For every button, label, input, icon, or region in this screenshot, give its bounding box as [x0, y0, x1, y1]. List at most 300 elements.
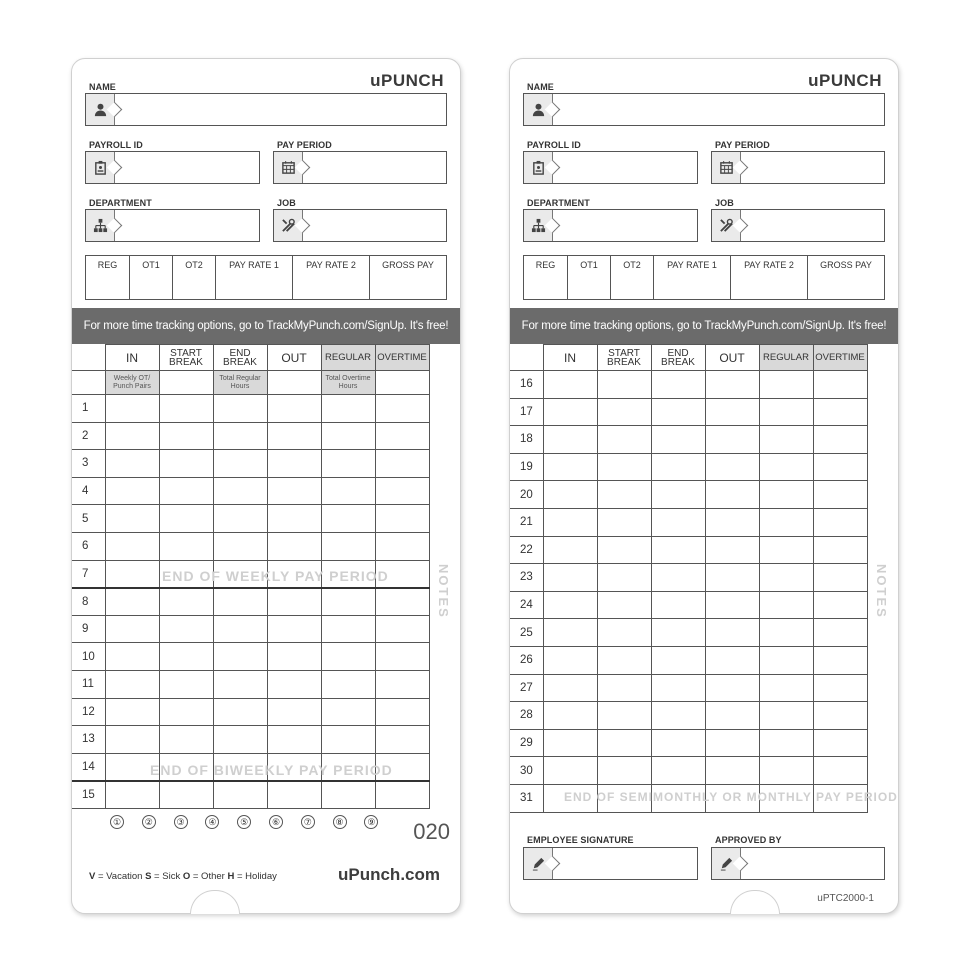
time-cell[interactable]: [543, 646, 597, 674]
sub-total-overtime: Total Overtime Hours: [321, 371, 375, 395]
pay-col-rate1[interactable]: PAY RATE 1: [654, 256, 731, 299]
row-number: 5: [72, 505, 105, 533]
time-cell[interactable]: [213, 450, 267, 478]
time-cell[interactable]: [597, 646, 651, 674]
col-out: OUT: [267, 345, 321, 371]
time-cell[interactable]: [375, 477, 429, 505]
time-cell[interactable]: [213, 477, 267, 505]
table-row: [510, 729, 867, 757]
time-cell[interactable]: [813, 536, 867, 564]
notes-label: NOTES: [874, 564, 889, 619]
time-cell[interactable]: [813, 508, 867, 536]
col-overtime: OVERTIME: [813, 345, 867, 371]
time-cell[interactable]: [651, 398, 705, 426]
time-cell[interactable]: [105, 477, 159, 505]
time-cell[interactable]: [159, 643, 213, 671]
pay-col-reg[interactable]: REG: [524, 256, 568, 299]
job-field[interactable]: [711, 209, 885, 242]
time-cell[interactable]: [375, 450, 429, 478]
time-cell[interactable]: [105, 643, 159, 671]
pay-col-reg[interactable]: REG: [86, 256, 130, 299]
row-number: 27: [510, 674, 543, 702]
time-cell[interactable]: [597, 757, 651, 785]
time-cell[interactable]: [267, 615, 321, 643]
col-in: IN: [543, 345, 597, 371]
circled-number: ⑧: [333, 815, 347, 829]
time-cell[interactable]: [705, 398, 759, 426]
tools-icon: [274, 210, 303, 241]
time-cell[interactable]: [375, 532, 429, 560]
row-number: 11: [72, 670, 105, 698]
time-cell[interactable]: [597, 729, 651, 757]
time-cell[interactable]: [105, 422, 159, 450]
time-cell[interactable]: [651, 536, 705, 564]
time-cell[interactable]: [597, 481, 651, 509]
time-cell[interactable]: [321, 395, 375, 423]
time-cell[interactable]: [597, 426, 651, 454]
time-cell[interactable]: [213, 670, 267, 698]
time-cell[interactable]: [375, 753, 429, 781]
time-card-front: [71, 58, 461, 914]
time-cell[interactable]: [375, 726, 429, 754]
time-cell[interactable]: [375, 781, 429, 809]
time-cell[interactable]: [543, 619, 597, 647]
time-cell[interactable]: [651, 481, 705, 509]
time-cell[interactable]: [651, 591, 705, 619]
time-cell[interactable]: [651, 508, 705, 536]
time-cell[interactable]: [321, 477, 375, 505]
table-row: [72, 781, 429, 809]
time-cell[interactable]: [759, 453, 813, 481]
person-icon: [86, 94, 115, 125]
time-cell[interactable]: [213, 643, 267, 671]
row-number: 19: [510, 453, 543, 481]
sub-weekly-ot: Weekly OT/ Punch Pairs: [105, 371, 159, 395]
time-cell[interactable]: [105, 450, 159, 478]
time-cell[interactable]: [813, 371, 867, 399]
time-cell[interactable]: [213, 422, 267, 450]
name-field[interactable]: [85, 93, 447, 126]
table-row: [510, 564, 867, 592]
time-cell[interactable]: [705, 371, 759, 399]
time-cell[interactable]: [705, 729, 759, 757]
time-cell[interactable]: [321, 643, 375, 671]
time-cell[interactable]: [267, 698, 321, 726]
time-cell[interactable]: [705, 508, 759, 536]
time-cell[interactable]: [705, 646, 759, 674]
time-cell[interactable]: [597, 398, 651, 426]
time-cell[interactable]: [651, 371, 705, 399]
time-cell[interactable]: [543, 453, 597, 481]
time-cell[interactable]: [543, 564, 597, 592]
pay-col-rate2[interactable]: PAY RATE 2: [293, 256, 370, 299]
time-cell[interactable]: [759, 591, 813, 619]
job-field[interactable]: [273, 209, 447, 242]
time-cell[interactable]: [651, 426, 705, 454]
time-cell[interactable]: [213, 781, 267, 809]
row-number: 10: [72, 643, 105, 671]
pay-summary-box: [523, 255, 885, 300]
time-cell[interactable]: [651, 729, 705, 757]
time-cell[interactable]: [267, 588, 321, 616]
table-row: [72, 560, 429, 588]
time-cell[interactable]: [759, 426, 813, 454]
table-row: [510, 453, 867, 481]
time-cell[interactable]: [321, 532, 375, 560]
name-field[interactable]: [523, 93, 885, 126]
calendar-icon: [712, 152, 741, 183]
time-cell[interactable]: [813, 702, 867, 730]
legend: V = Vacation S = Sick O = Other H = Holiday: [89, 871, 277, 882]
time-cell[interactable]: [105, 505, 159, 533]
row-number: 18: [510, 426, 543, 454]
table-row: [72, 670, 429, 698]
time-cell[interactable]: [213, 753, 267, 781]
time-cell[interactable]: [321, 781, 375, 809]
time-cell[interactable]: [159, 477, 213, 505]
time-cell[interactable]: [159, 698, 213, 726]
time-cell[interactable]: [159, 781, 213, 809]
table-row: [510, 481, 867, 509]
payroll-id-field[interactable]: [523, 151, 698, 184]
time-cell[interactable]: [651, 564, 705, 592]
row-number: 25: [510, 619, 543, 647]
time-cell[interactable]: [213, 560, 267, 588]
org-chart-icon: [86, 210, 115, 241]
row-number: 15: [72, 781, 105, 809]
name-label: NAME: [527, 82, 554, 92]
time-cell[interactable]: [105, 588, 159, 616]
time-cell[interactable]: [543, 591, 597, 619]
time-cell[interactable]: [321, 505, 375, 533]
time-cell[interactable]: [105, 560, 159, 588]
employee-signature-field[interactable]: [523, 847, 698, 880]
table-row: [510, 757, 867, 785]
time-cell[interactable]: [105, 395, 159, 423]
time-cell[interactable]: [105, 753, 159, 781]
time-cell[interactable]: [759, 784, 813, 812]
time-cell[interactable]: [597, 453, 651, 481]
time-cell[interactable]: [267, 560, 321, 588]
time-cell[interactable]: [105, 698, 159, 726]
employee-signature-label: EMPLOYEE SIGNATURE: [527, 835, 634, 845]
sub-total-regular: Total Regular Hours: [213, 371, 267, 395]
time-cell[interactable]: [105, 532, 159, 560]
row-number: 22: [510, 536, 543, 564]
time-cell[interactable]: [705, 784, 759, 812]
time-cell[interactable]: [597, 536, 651, 564]
time-cell[interactable]: [651, 757, 705, 785]
table-row: [72, 532, 429, 560]
time-cell[interactable]: [375, 643, 429, 671]
time-cell[interactable]: [651, 646, 705, 674]
pay-period-field[interactable]: [711, 151, 885, 184]
time-cell[interactable]: [651, 702, 705, 730]
time-cell[interactable]: [159, 588, 213, 616]
time-cell[interactable]: [543, 729, 597, 757]
time-cell[interactable]: [543, 757, 597, 785]
time-cell[interactable]: [705, 481, 759, 509]
time-cell[interactable]: [105, 781, 159, 809]
row-number: 3: [72, 450, 105, 478]
pay-col-ot2[interactable]: OT2: [173, 256, 216, 299]
time-cell[interactable]: [213, 698, 267, 726]
row-number: 4: [72, 477, 105, 505]
time-cell[interactable]: [321, 670, 375, 698]
pay-col-ot2[interactable]: OT2: [611, 256, 654, 299]
col-out: OUT: [705, 345, 759, 371]
approved-by-label: APPROVED BY: [715, 835, 782, 845]
pay-period-label: PAY PERIOD: [277, 140, 332, 150]
time-cell[interactable]: [597, 591, 651, 619]
corner-cell: [72, 345, 105, 371]
time-cell[interactable]: [267, 643, 321, 671]
payroll-id-field[interactable]: [85, 151, 260, 184]
table-row: [510, 619, 867, 647]
time-cell[interactable]: [321, 588, 375, 616]
brand-logo: uPUNCH: [370, 71, 444, 90]
time-cell[interactable]: [813, 426, 867, 454]
time-cell[interactable]: [159, 726, 213, 754]
time-cell[interactable]: [375, 560, 429, 588]
pen-icon: [712, 848, 741, 879]
time-cell[interactable]: [813, 481, 867, 509]
time-cell[interactable]: [759, 481, 813, 509]
time-cell[interactable]: [813, 398, 867, 426]
time-cell[interactable]: [705, 453, 759, 481]
time-cell[interactable]: [759, 757, 813, 785]
time-cell[interactable]: [759, 729, 813, 757]
row-number: 6: [72, 532, 105, 560]
col-regular: REGULAR: [759, 345, 813, 371]
calendar-icon: [274, 152, 303, 183]
pay-period-field[interactable]: [273, 151, 447, 184]
org-chart-icon: [524, 210, 553, 241]
time-cell[interactable]: [321, 753, 375, 781]
time-cell[interactable]: [543, 481, 597, 509]
time-cell[interactable]: [813, 757, 867, 785]
time-cell[interactable]: [267, 726, 321, 754]
time-cell[interactable]: [813, 646, 867, 674]
time-cell[interactable]: [321, 726, 375, 754]
job-label: JOB: [277, 198, 296, 208]
department-field[interactable]: [85, 209, 260, 242]
watermark-biweekly: END OF BIWEEKLY PAY PERIOD: [150, 762, 393, 778]
time-cell[interactable]: [321, 698, 375, 726]
time-grid: [510, 344, 868, 813]
time-cell[interactable]: [705, 564, 759, 592]
time-cell[interactable]: [543, 426, 597, 454]
pay-col-ot1[interactable]: OT1: [568, 256, 611, 299]
time-cell[interactable]: [813, 453, 867, 481]
time-cell[interactable]: [159, 560, 213, 588]
name-label: NAME: [89, 82, 116, 92]
promo-banner: For more time tracking options, go to TrackMyPunch.com/SignUp. It's free!: [510, 308, 898, 344]
time-cell[interactable]: [267, 753, 321, 781]
time-cell[interactable]: [705, 674, 759, 702]
time-cell[interactable]: [375, 588, 429, 616]
time-cell[interactable]: [543, 371, 597, 399]
time-cell[interactable]: [267, 505, 321, 533]
time-cell[interactable]: [213, 395, 267, 423]
time-cell[interactable]: [759, 508, 813, 536]
row-number: 21: [510, 508, 543, 536]
row-number: 29: [510, 729, 543, 757]
table-row: [72, 450, 429, 478]
corner-cell: [510, 345, 543, 371]
time-cell[interactable]: [813, 729, 867, 757]
time-cell[interactable]: [159, 670, 213, 698]
row-number: 28: [510, 702, 543, 730]
time-cell[interactable]: [543, 674, 597, 702]
row-number: 8: [72, 588, 105, 616]
circled-number: ⑤: [237, 815, 251, 829]
row-number: 16: [510, 371, 543, 399]
time-cell[interactable]: [759, 619, 813, 647]
time-cell[interactable]: [321, 615, 375, 643]
job-label: JOB: [715, 198, 734, 208]
time-cell[interactable]: [543, 784, 597, 812]
time-cell[interactable]: [375, 422, 429, 450]
pay-col-gross[interactable]: GROSS PAY: [820, 260, 872, 270]
time-cell[interactable]: [651, 619, 705, 647]
time-cell[interactable]: [813, 619, 867, 647]
time-cell[interactable]: [213, 615, 267, 643]
card-notch: [730, 890, 780, 914]
time-cell[interactable]: [375, 395, 429, 423]
time-cell[interactable]: [213, 505, 267, 533]
time-cell[interactable]: [813, 591, 867, 619]
card-notch: [190, 890, 240, 914]
time-cell[interactable]: [213, 726, 267, 754]
promo-banner: For more time tracking options, go to TrackMyPunch.com/SignUp. It's free!: [72, 308, 460, 344]
time-cell[interactable]: [105, 615, 159, 643]
time-cell[interactable]: [321, 450, 375, 478]
time-cell[interactable]: [267, 781, 321, 809]
table-row: [72, 505, 429, 533]
time-cell[interactable]: [597, 674, 651, 702]
time-cell[interactable]: [321, 560, 375, 588]
time-cell[interactable]: [159, 532, 213, 560]
time-cell[interactable]: [759, 398, 813, 426]
time-cell[interactable]: [159, 753, 213, 781]
time-cell[interactable]: [105, 726, 159, 754]
website-link[interactable]: uPunch.com: [337, 865, 440, 884]
col-start-break: START BREAK: [597, 345, 651, 371]
time-cell[interactable]: [267, 477, 321, 505]
time-cell[interactable]: [213, 588, 267, 616]
pay-col-rate1[interactable]: PAY RATE 1: [216, 256, 293, 299]
time-grid: [72, 344, 430, 809]
circled-number: ⑥: [269, 815, 283, 829]
time-cell[interactable]: [759, 564, 813, 592]
row-number: 9: [72, 615, 105, 643]
table-row: [510, 536, 867, 564]
time-cell[interactable]: [705, 591, 759, 619]
time-cell[interactable]: [651, 784, 705, 812]
time-cell[interactable]: [759, 646, 813, 674]
time-cell[interactable]: [543, 398, 597, 426]
time-cell[interactable]: [321, 422, 375, 450]
time-cell[interactable]: [213, 532, 267, 560]
time-cell[interactable]: [813, 564, 867, 592]
table-row: [72, 615, 429, 643]
circled-number: ⑨: [364, 815, 378, 829]
payroll-id-label: PAYROLL ID: [527, 140, 581, 150]
time-cell[interactable]: [159, 422, 213, 450]
time-cell[interactable]: [705, 757, 759, 785]
time-cell[interactable]: [597, 702, 651, 730]
badge-icon: [86, 152, 115, 183]
time-cell[interactable]: [705, 619, 759, 647]
time-cell[interactable]: [543, 702, 597, 730]
pay-col-gross[interactable]: GROSS PAY: [382, 260, 434, 270]
table-row: [72, 698, 429, 726]
time-cell[interactable]: [597, 371, 651, 399]
time-cell[interactable]: [759, 371, 813, 399]
payroll-id-label: PAYROLL ID: [89, 140, 143, 150]
time-cell[interactable]: [267, 450, 321, 478]
time-cell[interactable]: [705, 426, 759, 454]
time-cell[interactable]: [267, 532, 321, 560]
pay-col-ot1[interactable]: OT1: [130, 256, 173, 299]
time-cell[interactable]: [705, 702, 759, 730]
time-cell[interactable]: [651, 453, 705, 481]
time-cell[interactable]: [375, 615, 429, 643]
time-cell[interactable]: [375, 505, 429, 533]
time-cell[interactable]: [159, 505, 213, 533]
time-cell[interactable]: [705, 536, 759, 564]
col-in: IN: [105, 345, 159, 371]
time-cell[interactable]: [597, 508, 651, 536]
time-cell[interactable]: [159, 395, 213, 423]
time-cell[interactable]: [813, 674, 867, 702]
time-cell[interactable]: [267, 422, 321, 450]
time-cell[interactable]: [651, 674, 705, 702]
time-cell[interactable]: [159, 615, 213, 643]
department-field[interactable]: [523, 209, 698, 242]
row-number: 7: [72, 560, 105, 588]
time-cell[interactable]: [267, 670, 321, 698]
row-number: 30: [510, 757, 543, 785]
table-row: [510, 398, 867, 426]
pay-col-rate2[interactable]: PAY RATE 2: [731, 256, 808, 299]
col-regular: REGULAR: [321, 345, 375, 371]
time-cell[interactable]: [543, 508, 597, 536]
time-cell[interactable]: [597, 619, 651, 647]
pay-summary-box: [85, 255, 447, 300]
time-cell[interactable]: [105, 670, 159, 698]
table-row: [72, 395, 429, 423]
time-cell[interactable]: [759, 536, 813, 564]
time-cell[interactable]: [813, 784, 867, 812]
approved-by-field[interactable]: [711, 847, 885, 880]
row-number: 13: [72, 726, 105, 754]
time-cell[interactable]: [759, 674, 813, 702]
time-cell[interactable]: [597, 564, 651, 592]
time-cell[interactable]: [375, 670, 429, 698]
pen-icon: [524, 848, 553, 879]
time-cell[interactable]: [759, 702, 813, 730]
circled-number: ⑦: [301, 815, 315, 829]
time-cell[interactable]: [543, 536, 597, 564]
time-cell[interactable]: [375, 698, 429, 726]
table-row: [72, 422, 429, 450]
row-number: 1: [72, 395, 105, 423]
time-cell[interactable]: [159, 450, 213, 478]
time-cell[interactable]: [267, 395, 321, 423]
time-cell[interactable]: [597, 784, 651, 812]
